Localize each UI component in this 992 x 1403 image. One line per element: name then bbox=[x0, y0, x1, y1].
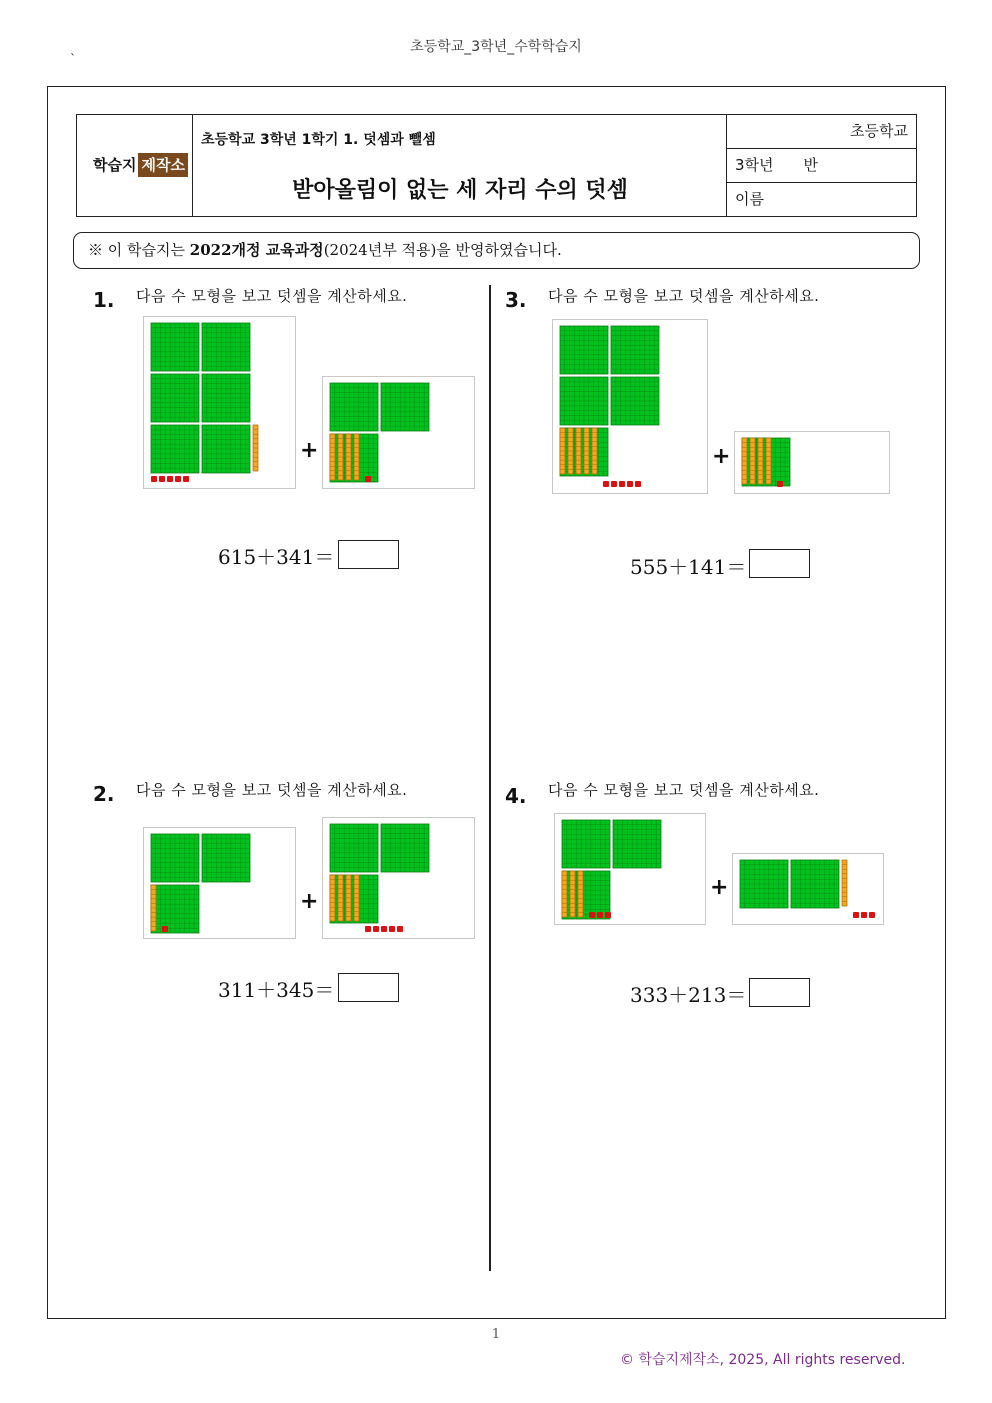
logo bbox=[91, 153, 188, 177]
ten-rod bbox=[592, 428, 597, 474]
column-divider bbox=[489, 285, 491, 1271]
ten-rod bbox=[346, 434, 351, 480]
one-cube bbox=[373, 926, 379, 932]
hundred-block bbox=[151, 374, 199, 422]
one-cube bbox=[597, 912, 603, 918]
name-field[interactable]: 이름 bbox=[735, 190, 764, 208]
hundred-block bbox=[562, 871, 610, 919]
worksheet-title: 받아올림이 없는 세 자리 수의 덧셈 bbox=[292, 178, 628, 203]
title-cell bbox=[193, 115, 727, 216]
hundred-block bbox=[151, 885, 199, 933]
ten-rod bbox=[568, 428, 573, 474]
problem-1-right-blocks bbox=[322, 376, 475, 489]
notice-suffix: (2024년부 적용)을 반영하였습니다. bbox=[323, 241, 562, 259]
hundred-block bbox=[330, 383, 378, 431]
problem-4-left-blocks bbox=[554, 813, 706, 925]
worksheet-subtitle: 초등학교 3학년 1학기 1. 덧셈과 뺄셈 bbox=[201, 132, 436, 148]
ten-rod bbox=[253, 425, 258, 471]
hundred-block bbox=[613, 820, 661, 868]
hundred-block bbox=[202, 834, 250, 882]
problem-2-right-blocks bbox=[322, 817, 475, 939]
worksheet-header bbox=[76, 114, 917, 217]
ten-rod bbox=[330, 875, 335, 921]
ten-rod bbox=[560, 428, 565, 474]
page-frame bbox=[47, 86, 946, 1319]
one-cube bbox=[611, 481, 617, 487]
curriculum-notice bbox=[73, 232, 920, 269]
hundred-block bbox=[151, 425, 199, 473]
problem-2-plus-sign: + bbox=[300, 889, 319, 914]
problem-3-instruction: 다음 수 모형을 보고 덧셈을 계산하세요. bbox=[548, 287, 820, 305]
one-cube bbox=[389, 926, 395, 932]
ten-rod bbox=[330, 434, 335, 480]
page-number: 1 bbox=[491, 1327, 501, 1342]
problem-4-instruction: 다음 수 모형을 보고 덧셈을 계산하세요. bbox=[548, 781, 820, 799]
hundred-block bbox=[151, 834, 199, 882]
one-cube bbox=[777, 481, 783, 487]
problem-4-number: 4. bbox=[505, 784, 527, 808]
one-cube bbox=[635, 481, 641, 487]
ten-rod bbox=[578, 871, 583, 917]
class-field[interactable]: 3학년 반 bbox=[727, 149, 916, 183]
problem-4-equation: 333＋213＝ bbox=[630, 983, 747, 1007]
problem-4-answer-box[interactable] bbox=[749, 978, 810, 1007]
problem-2-left-blocks bbox=[143, 827, 296, 939]
problem-2-answer-box[interactable] bbox=[338, 973, 399, 1002]
problem-3-right-blocks bbox=[734, 431, 890, 494]
problem-3-equation: 555＋141＝ bbox=[630, 555, 747, 579]
one-cube bbox=[151, 476, 157, 482]
one-cube bbox=[381, 926, 387, 932]
ten-rod bbox=[842, 860, 847, 906]
ten-rod bbox=[742, 438, 747, 484]
problem-4-plus-sign: + bbox=[710, 875, 729, 900]
problem-3-number: 3. bbox=[505, 288, 527, 312]
logo-part2: 제작소 bbox=[138, 153, 187, 177]
problem-1-instruction: 다음 수 모형을 보고 덧셈을 계산하세요. bbox=[136, 287, 408, 305]
ten-rod bbox=[338, 434, 343, 480]
one-cube bbox=[605, 912, 611, 918]
hundred-block bbox=[560, 326, 608, 374]
problem-1-number: 1. bbox=[93, 288, 115, 312]
ten-rod bbox=[338, 875, 343, 921]
notice-bold: 2022개정 교육과정 bbox=[189, 241, 324, 259]
ten-rod bbox=[346, 875, 351, 921]
hundred-block bbox=[740, 860, 788, 908]
one-cube bbox=[861, 912, 867, 918]
tick-mark: ` bbox=[70, 52, 76, 66]
one-cube bbox=[627, 481, 633, 487]
ten-rod bbox=[354, 875, 359, 921]
one-cube bbox=[167, 476, 173, 482]
hundred-block bbox=[202, 425, 250, 473]
problem-2-number: 2. bbox=[93, 782, 115, 806]
problem-3-plus-sign: + bbox=[712, 444, 731, 469]
copyright: © 학습지제작소, 2025, All rights reserved. bbox=[620, 1352, 906, 1368]
running-header: 초등학교_3학년_수학학습지 bbox=[410, 39, 582, 55]
problem-1-answer-box[interactable] bbox=[338, 540, 399, 569]
hundred-block bbox=[611, 377, 659, 425]
logo-cell bbox=[77, 115, 193, 216]
hundred-block bbox=[791, 860, 839, 908]
ten-rod bbox=[562, 871, 567, 917]
ten-rod bbox=[151, 885, 156, 931]
one-cube bbox=[397, 926, 403, 932]
ten-rod bbox=[576, 428, 581, 474]
one-cube bbox=[853, 912, 859, 918]
problem-3-left-blocks bbox=[552, 319, 708, 494]
hundred-block bbox=[202, 323, 250, 371]
hundred-block bbox=[381, 824, 429, 872]
hundred-block bbox=[562, 820, 610, 868]
hundred-block bbox=[202, 374, 250, 422]
problem-2-instruction: 다음 수 모형을 보고 덧셈을 계산하세요. bbox=[136, 781, 408, 799]
ten-rod bbox=[766, 438, 771, 484]
problem-4-right-blocks bbox=[732, 853, 884, 925]
ten-rod bbox=[750, 438, 755, 484]
ten-rod bbox=[758, 438, 763, 484]
hundred-block bbox=[330, 824, 378, 872]
problem-3-answer-box[interactable] bbox=[749, 549, 810, 578]
school-field[interactable]: 초등학교 bbox=[727, 115, 916, 149]
logo-part1: 학습지 bbox=[93, 156, 137, 174]
one-cube bbox=[183, 476, 189, 482]
ten-rod bbox=[354, 434, 359, 480]
hundred-block bbox=[611, 326, 659, 374]
one-cube bbox=[175, 476, 181, 482]
one-cube bbox=[159, 476, 165, 482]
one-cube bbox=[619, 481, 625, 487]
one-cube bbox=[365, 926, 371, 932]
ten-rod bbox=[584, 428, 589, 474]
problem-1-equation: 615＋341＝ bbox=[218, 545, 335, 569]
one-cube bbox=[365, 476, 371, 482]
problem-1-left-blocks bbox=[143, 316, 296, 489]
problem-1-plus-sign: + bbox=[300, 438, 319, 463]
hundred-block bbox=[151, 323, 199, 371]
one-cube bbox=[589, 912, 595, 918]
notice-prefix: ※ 이 학습지는 bbox=[88, 241, 190, 259]
hundred-block bbox=[381, 383, 429, 431]
one-cube bbox=[603, 481, 609, 487]
ten-rod bbox=[570, 871, 575, 917]
student-info bbox=[727, 115, 916, 216]
problem-2-equation: 311＋345＝ bbox=[218, 978, 335, 1002]
one-cube bbox=[162, 926, 168, 932]
one-cube bbox=[869, 912, 875, 918]
hundred-block bbox=[560, 377, 608, 425]
